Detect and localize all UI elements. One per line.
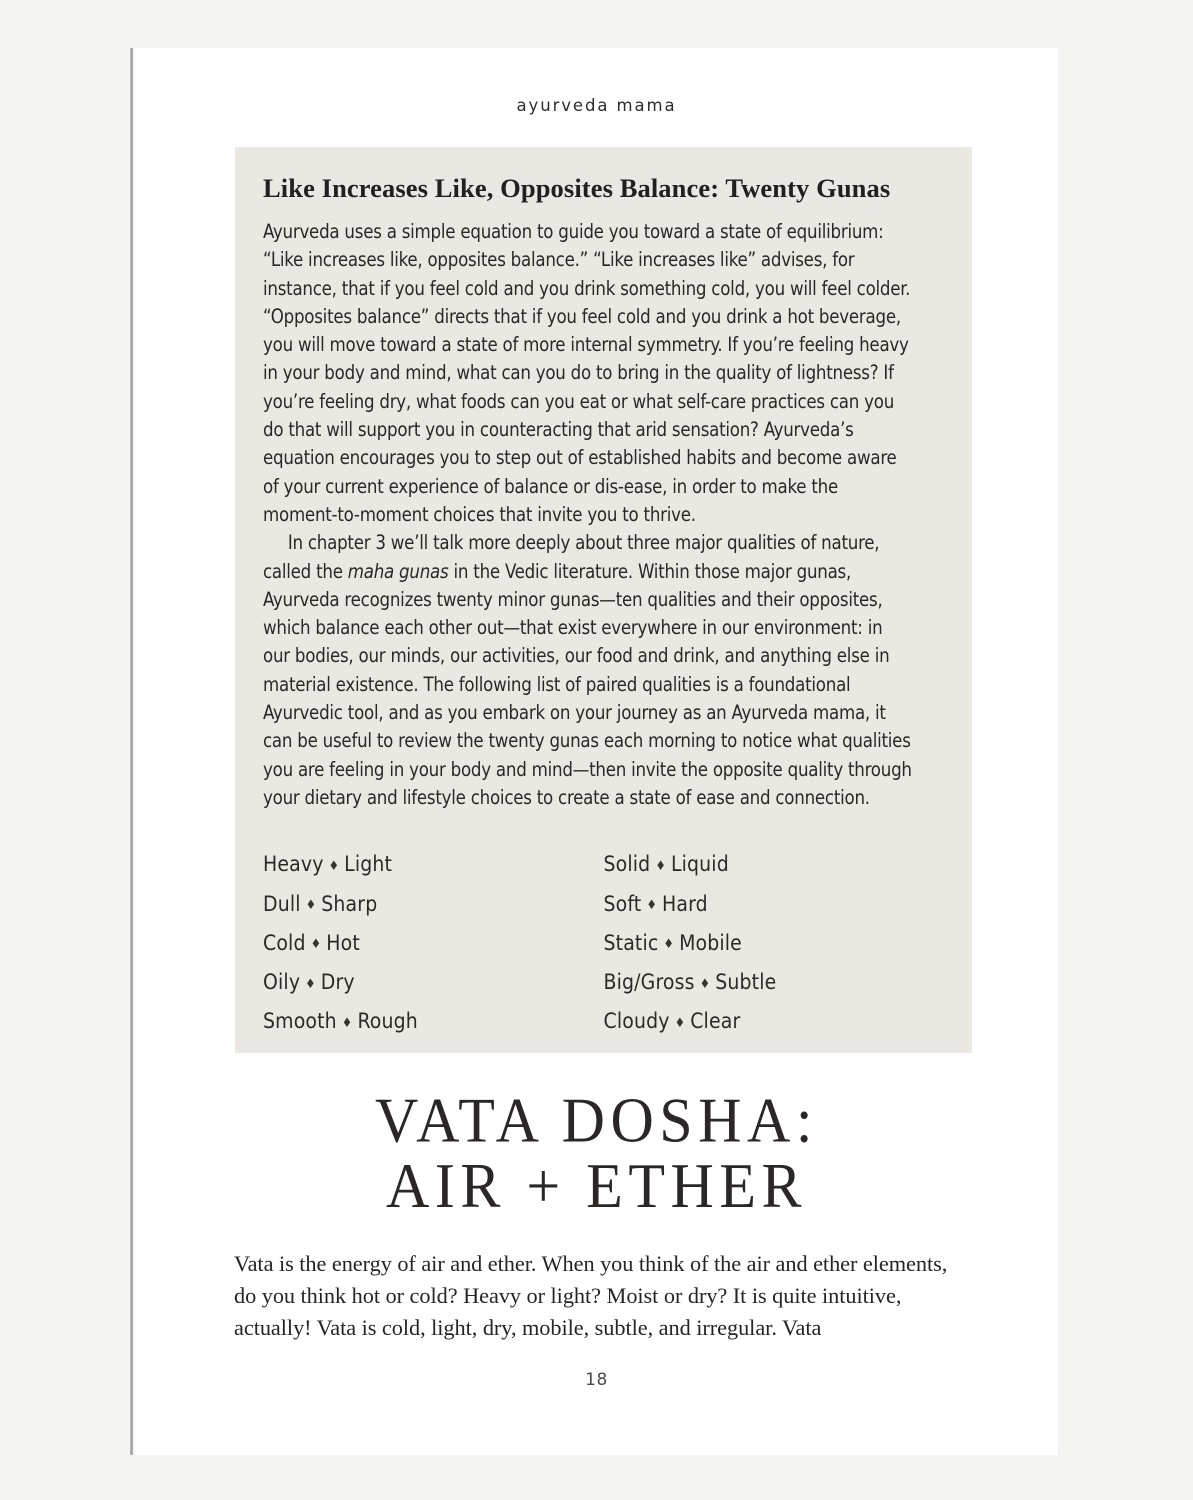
twenty-gunas-callout-box bbox=[235, 147, 972, 1053]
running-head: ayurveda mama bbox=[516, 96, 677, 115]
diamond-separator-icon: ♦ bbox=[341, 1015, 353, 1031]
guna-quality: Smooth bbox=[263, 1009, 337, 1034]
diamond-separator-icon: ♦ bbox=[328, 858, 340, 874]
guna-pair-row bbox=[263, 846, 604, 885]
diamond-separator-icon: ♦ bbox=[655, 858, 666, 874]
guna-opposite: Clear bbox=[690, 1009, 741, 1034]
guna-quality: Solid bbox=[603, 852, 651, 877]
guna-quality: Big/Gross bbox=[603, 970, 695, 995]
guna-opposite: Sharp bbox=[321, 891, 378, 916]
diamond-separator-icon: ♦ bbox=[305, 976, 316, 992]
guna-opposite: Dry bbox=[320, 970, 355, 995]
section-body-paragraph: Vata is the energy of air and ether. When you think of the air and ether elements, do you think hot or cold? Heavy or light? Moist or dry? It is quite intuitive, actually! Vata is cold, light, dry, mobile, subtle, and irregular. Vata bbox=[234, 1251, 948, 1341]
diamond-separator-icon: ♦ bbox=[674, 1015, 686, 1031]
guna-pair-row bbox=[604, 1003, 945, 1042]
guna-opposite: Light bbox=[344, 852, 393, 877]
guna-pair-row bbox=[263, 886, 604, 925]
guna-quality: Cold bbox=[263, 930, 306, 955]
section-title-line-2: AIR + ETHER bbox=[386, 1150, 807, 1221]
diamond-separator-icon: ♦ bbox=[310, 937, 322, 953]
guna-opposite: Mobile bbox=[679, 930, 742, 955]
page-number: 18 bbox=[585, 1370, 608, 1390]
guna-quality: Dull bbox=[263, 891, 301, 916]
guna-pair-row bbox=[263, 964, 604, 1003]
diamond-separator-icon: ♦ bbox=[305, 898, 317, 914]
book-gutter-line bbox=[130, 48, 133, 1455]
italic-term-maha-gunas: maha gunas bbox=[347, 559, 449, 583]
book-page-sheet bbox=[135, 48, 1058, 1455]
callout-paragraph-2: In chapter 3 we’ll talk more deeply about three major qualities of nature, called the maha gunas in the Vedic literature. Within those major gunas, Ayurveda recognizes twenty minor gunas—ten qualities and their opposites, which balance each other out—that exist everywhere in our environment: in our bodies, our minds, our activities, our food and drink, and anything else in material existence. The following list of paired qualities is a foundational Ayurvedic tool, and as you embark on your journey as an Ayurveda mama, it can be useful to review the twenty gunas each morning to notice what qualities you are feeling in your body and mind—then invite the opposite quality through your dietary and lifestyle choices to create a state of ease and connection. bbox=[263, 531, 912, 809]
guna-pair-row bbox=[263, 925, 604, 964]
guna-opposite: Liquid bbox=[670, 852, 729, 877]
guna-pair-row bbox=[604, 846, 945, 885]
guna-quality: Soft bbox=[603, 891, 642, 916]
guna-pair-row bbox=[263, 1003, 604, 1042]
guna-quality: Heavy bbox=[263, 852, 324, 877]
guna-pairs-left-column bbox=[263, 846, 604, 1042]
section-display-title bbox=[135, 1085, 1058, 1221]
guna-quality: Cloudy bbox=[603, 1009, 670, 1034]
guna-pair-row bbox=[604, 886, 945, 925]
guna-quality: Oily bbox=[263, 970, 301, 995]
callout-paragraph-1: Ayurveda uses a simple equation to guide you toward a state of equilibrium: “Like increases like, opposites balance.” “Like increases like” advises, for instance, that if you feel cold and you drink something cold, you will feel colder. “Opposites balance” directs that if you feel cold and you drink a hot beverage, you will move toward a state of more internal symmetry. If you’re feeling heavy in your body and mind, what can you do to bring in the quality of lightness? If you’re feeling dry, what foods can you eat or what self-care practices can you do that will support you in counteracting that arid sensation? Ayurveda’s equation encourages you to step out of established habits and become aware of your current experience of balance or dis-ease, in order to make the moment-to-moment choices that invite you to thrive. bbox=[263, 220, 911, 526]
section-title-line-1: VATA DOSHA: bbox=[375, 1085, 818, 1156]
guna-quality: Static bbox=[603, 930, 659, 955]
guna-opposite: Hot bbox=[326, 930, 360, 955]
guna-pair-row bbox=[604, 964, 945, 1003]
guna-pair-row bbox=[604, 925, 945, 964]
guna-opposite: Rough bbox=[357, 1009, 418, 1034]
guna-pairs-list bbox=[263, 846, 944, 1042]
diamond-separator-icon: ♦ bbox=[663, 937, 675, 953]
callout-box-title: Like Increases Like, Opposites Balance: Twenty Gunas bbox=[263, 173, 891, 203]
guna-opposite: Hard bbox=[661, 891, 708, 916]
diamond-separator-icon: ♦ bbox=[646, 898, 657, 914]
diamond-separator-icon: ♦ bbox=[699, 976, 711, 992]
guna-opposite: Subtle bbox=[715, 970, 777, 995]
guna-pairs-right-column bbox=[604, 846, 945, 1042]
